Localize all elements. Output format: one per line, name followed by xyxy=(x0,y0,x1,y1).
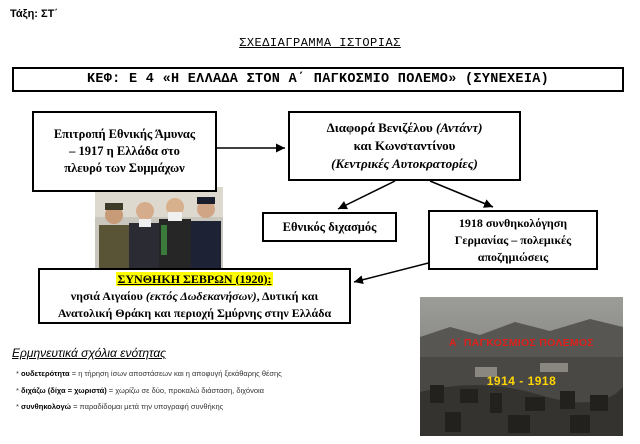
sevres-line-1-italic: (εκτός Δωδεκανήσων) xyxy=(145,288,257,303)
treaty-sevres-line-2: Ανατολική Θράκη και περιοχή Σμύρνης στην Ελλάδα xyxy=(57,305,332,320)
armistice-line-1: 1918 συνθηκολόγηση xyxy=(458,215,568,230)
class-label: Τάξη: ΣΤ΄ xyxy=(10,8,58,20)
committee-line-3: πλευρό των Συμμάχων xyxy=(64,161,185,175)
sevres-line-1-prefix: νησιά Αιγαίου xyxy=(70,288,146,303)
committee-line-2: – 1917 η Ελλάδα στο xyxy=(69,144,180,158)
national-schism-box xyxy=(262,212,397,242)
chapter-heading: ΚΕΦ: Ε 4 «Η ΕΛΛΑΔΑ ΣΤΟΝ Α΄ ΠΑΓΚΟΣΜΙΟ ΠΟΛΕΜΟ» (ΣΥΝΕΧΕΙΑ) xyxy=(12,67,624,92)
note-extra: (δίχα = χωριστά) xyxy=(45,386,107,395)
notes-title: Ερμηνευτικά σχόλια ενότητας xyxy=(12,346,167,360)
note-item: * συνθηκολογώ = παραδίδομαι μετά την υπογραφή συνθήκης xyxy=(16,402,224,411)
note-text: = χωρίζω σε δύο, προκαλώ διάσταση, διχόνοια xyxy=(106,386,265,395)
note-term: συνθηκολογώ xyxy=(21,402,71,411)
entente-label: (Αντάντ) xyxy=(435,120,483,135)
disagreement-line-1-text: Διαφορά Βενιζέλου xyxy=(326,120,436,135)
disagreement-line-2: και Κωνσταντίνου xyxy=(353,138,456,153)
armistice-line-3: αποζημιώσεις xyxy=(477,249,549,264)
note-term: ουδετερότητα xyxy=(21,369,70,378)
arrow-to-schism xyxy=(338,181,395,209)
treaty-sevres-box xyxy=(38,268,351,324)
arrow-to-armistice xyxy=(430,181,493,207)
disagreement-box xyxy=(288,111,521,181)
sevres-line-1-suffix: , Δυτική και xyxy=(256,288,319,303)
war-photo xyxy=(420,297,623,436)
armistice-box xyxy=(428,210,598,270)
war-years: 1914 - 1918 xyxy=(486,374,557,388)
treaty-sevres-heading-wrap xyxy=(116,271,274,288)
treaty-sevres-line-1 xyxy=(71,288,318,305)
central-powers-label: (Κεντρικές Αυτοκρατορίες) xyxy=(331,156,478,171)
committee-box xyxy=(32,111,217,192)
leaders-photo xyxy=(95,187,223,274)
treaty-sevres-heading: ΣΥΝΘΗΚΗ ΣΕΒΡΩΝ (1920): xyxy=(117,271,272,286)
note-item: * διχάζω (δίχα = χωριστά) = χωρίζω σε δύο, προκαλώ διάσταση, διχόνοια xyxy=(16,386,265,395)
war-caption: Α΄ ΠΑΓΚΟΣΜΙΟΣ ΠΟΛΕΜΟΣ xyxy=(448,337,595,349)
note-text: = παραδίδομαι μετά την υπογραφή συνθήκης xyxy=(71,402,224,411)
disagreement-line-1 xyxy=(327,119,483,137)
committee-line-1: Επιτροπή Εθνικής Άμυνας xyxy=(53,127,196,141)
document-title: ΣΧΕΔΙΑΓΡΑΜΜΑ ΙΣΤΟΡΙΑΣ xyxy=(239,36,401,50)
national-schism-label: Εθνικός διχασμός xyxy=(282,219,377,234)
note-item: * ουδετερότητα = η τήρηση ίσων αποστάσεων και η αποφυγή ξεκάθαρης θέσης xyxy=(16,369,282,378)
note-term: διχάζω xyxy=(21,386,46,395)
armistice-line-2: Γερμανίας – πολεμικές xyxy=(454,232,572,247)
note-text: = η τήρηση ίσων αποστάσεων και η αποφυγή ξεκάθαρης θέσης xyxy=(69,369,282,378)
